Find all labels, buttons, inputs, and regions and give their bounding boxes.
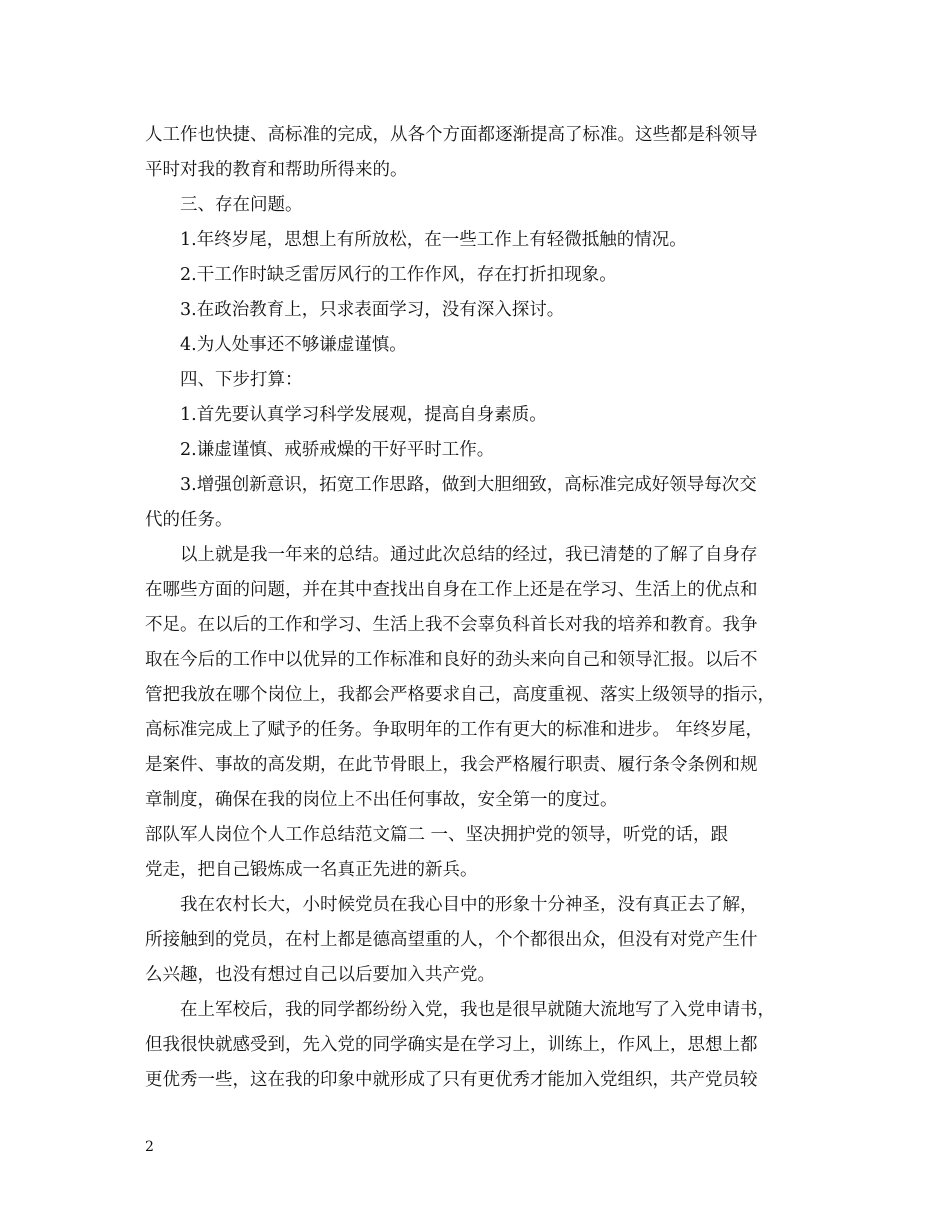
text-line: 人工作也快捷、高标准的完成，从各个方面都逐渐提高了标准。这些都是科领导: [145, 125, 758, 145]
text-line: 党走，把自己锻炼成一名真正先进的新兵。: [145, 860, 478, 880]
text-line: 管把我放在哪个岗位上，我都会严格要求自己，高度重视、落实上级领导的指示，: [145, 685, 775, 705]
text-line: 更优秀一些，这在我的印象中就形成了只有更优秀才能加入党组织，共产党员较: [145, 1070, 758, 1090]
text-line: 但我很快就感受到，先入党的同学确实是在学习上，训练上，作风上，思想上都: [145, 1035, 758, 1055]
text-line: 在上军校后，我的同学都纷纷入党，我也是很早就随大流地写了入党申请书，: [180, 1000, 775, 1020]
text-line: 么兴趣，也没有想过自己以后要加入共产党。: [145, 965, 495, 985]
text-line: 在哪些方面的问题，并在其中查找出自身在工作上还是在学习、生活上的优点和: [145, 580, 758, 600]
text-line: 是案件、事故的高发期，在此节骨眼上，我会严格履行职责、履行条令条例和规: [145, 755, 758, 775]
text-line: 三、存在问题。: [180, 195, 303, 215]
text-line: 平时对我的教育和帮助所得来的。: [145, 160, 408, 180]
text-line: 1.首先要认真学习科学发展观，提高自身素质。: [180, 405, 547, 425]
text-line: 3.增强创新意识，拓宽工作思路，做到大胆细致，高标准完成好领导每次交: [180, 475, 757, 495]
text-line: 取在今后的工作中以优异的工作标准和良好的劲头来向自己和领导汇报。以后不: [145, 650, 758, 670]
text-line: 3.在政治教育上，只求表面学习，没有深入探讨。: [180, 300, 565, 320]
text-line: 四、下步打算：: [180, 370, 303, 390]
document-body: [145, 118, 810, 1098]
text-line: 高标准完成上了赋予的任务。争取明年的工作有更大的标准和进步。 年终岁尾，: [145, 720, 764, 740]
text-line: 4.为人处事还不够谦虚谨慎。: [180, 335, 407, 355]
text-line: 我在农村长大，小时候党员在我心目中的形象十分神圣，没有真正去了解，: [180, 895, 758, 915]
text-line: 部队军人岗位个人工作总结范文篇二 一、坚决拥护党的领导，听党的话，跟: [145, 825, 729, 845]
text-line: 代的任务。: [145, 510, 233, 530]
text-line: 以上就是我一年来的总结。通过此次总结的经过，我已清楚的了解了自身存: [180, 545, 758, 565]
page-number: 2: [145, 1139, 154, 1155]
text-line: 2.谦虚谨慎、戒骄戒燥的干好平时工作。: [180, 440, 495, 460]
text-line: 章制度，确保在我的岗位上不出任何事故，安全第一的度过。: [145, 790, 618, 810]
text-line: 2.干工作时缺乏雷厉风行的工作作风，存在打折扣现象。: [180, 265, 617, 285]
text-line: 所接触到的党员，在村上都是德高望重的人，个个都很出众，但没有对党产生什: [145, 930, 758, 950]
text-line: 1.年终岁尾，思想上有所放松，在一些工作上有轻微抵触的情况。: [180, 230, 687, 250]
text-line: 不足。在以后的工作和学习、生活上我不会辜负科首长对我的培养和教育。我争: [145, 615, 758, 635]
